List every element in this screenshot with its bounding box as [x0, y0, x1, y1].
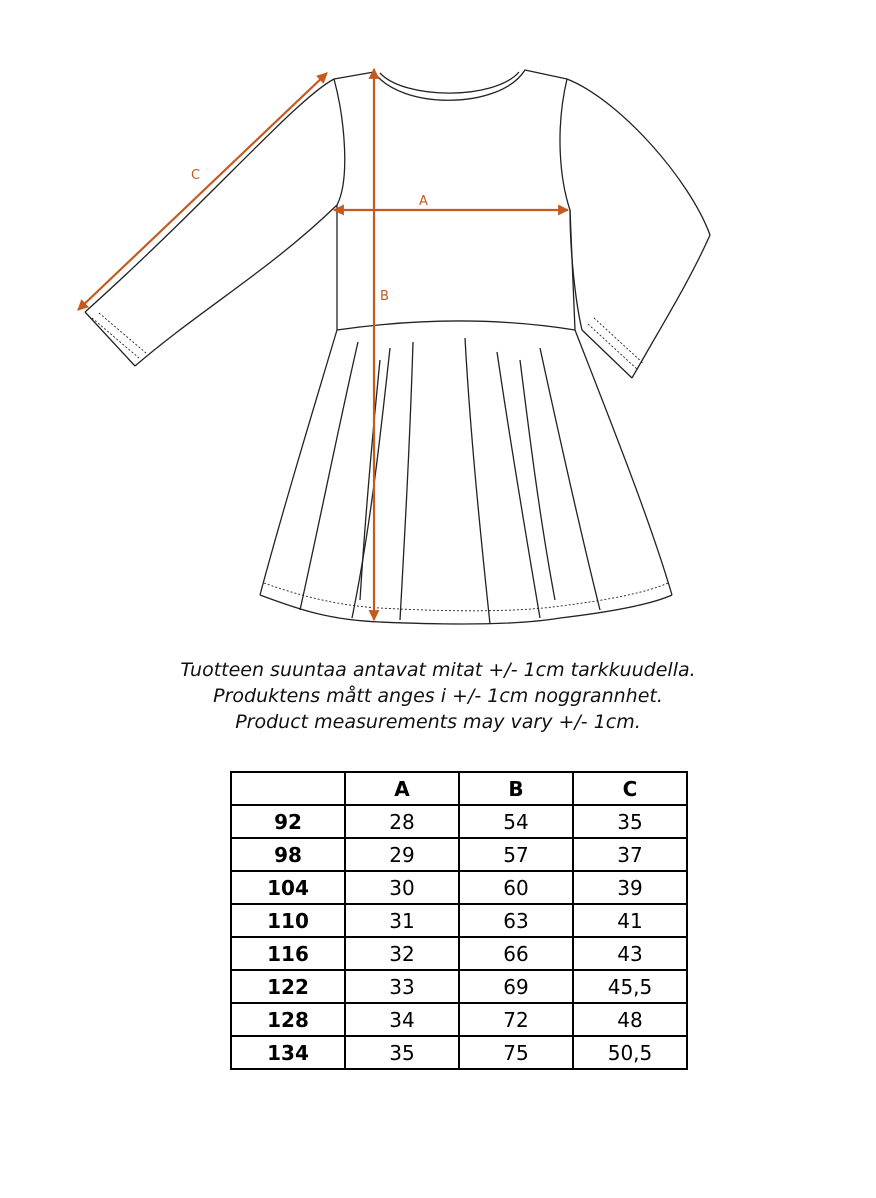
measurement-cell: 69: [459, 970, 573, 1003]
measurement-cell: 34: [345, 1003, 459, 1036]
measurement-cell: 29: [345, 838, 459, 871]
measurement-cell: 57: [459, 838, 573, 871]
measurement-cell: 28: [345, 805, 459, 838]
measurement-cell: 43: [573, 937, 687, 970]
table-row: [231, 1036, 687, 1069]
measurement-cell: 48: [573, 1003, 687, 1036]
header-b: B: [459, 772, 573, 805]
size-cell: 92: [231, 805, 345, 838]
measurement-cell: 54: [459, 805, 573, 838]
dress-outline: [85, 70, 710, 624]
measurement-cell: 63: [459, 904, 573, 937]
measurement-cell: 75: [459, 1036, 573, 1069]
measurement-cell: 72: [459, 1003, 573, 1036]
measurement-notes: [0, 657, 876, 735]
header-a: A: [345, 772, 459, 805]
measurement-cell: 66: [459, 937, 573, 970]
size-table: [230, 771, 688, 1070]
note-english: Product measurements may vary +/- 1cm.: [235, 711, 641, 733]
measurement-cell: 33: [345, 970, 459, 1003]
size-cell: 110: [231, 904, 345, 937]
note-finnish: Tuotteen suuntaa antavat mitat +/- 1cm tarkkuudella.: [180, 659, 696, 681]
measurement-cell: 32: [345, 937, 459, 970]
measurement-arrows: [78, 69, 568, 620]
measurement-cell: 39: [573, 871, 687, 904]
table-row: [231, 838, 687, 871]
measure-c-arrow: [78, 73, 327, 310]
table-body: [231, 805, 687, 1069]
table-row: [231, 1003, 687, 1036]
size-cell: 104: [231, 871, 345, 904]
measurement-cell: 30: [345, 871, 459, 904]
table-row: [231, 805, 687, 838]
header-size: [231, 772, 345, 805]
measurement-cell: 45,5: [573, 970, 687, 1003]
measure-c-label: C: [191, 168, 201, 183]
size-cell: 122: [231, 970, 345, 1003]
measurement-cell: 37: [573, 838, 687, 871]
measurement-cell: 50,5: [573, 1036, 687, 1069]
table-row: [231, 937, 687, 970]
header-c: C: [573, 772, 687, 805]
measurement-cell: 31: [345, 904, 459, 937]
size-cell: 134: [231, 1036, 345, 1069]
measure-a-label: A: [419, 194, 428, 209]
table-header-row: [231, 772, 687, 805]
measurement-cell: 35: [345, 1036, 459, 1069]
size-cell: 116: [231, 937, 345, 970]
size-cell: 128: [231, 1003, 345, 1036]
note-swedish: Produktens mått anges i +/- 1cm noggrannhet.: [213, 685, 663, 707]
measure-b-label: B: [380, 289, 389, 304]
table-row: [231, 904, 687, 937]
measurement-cell: 60: [459, 871, 573, 904]
table-row: [231, 871, 687, 904]
size-cell: 98: [231, 838, 345, 871]
table-row: [231, 970, 687, 1003]
measurement-cell: 35: [573, 805, 687, 838]
measurement-cell: 41: [573, 904, 687, 937]
